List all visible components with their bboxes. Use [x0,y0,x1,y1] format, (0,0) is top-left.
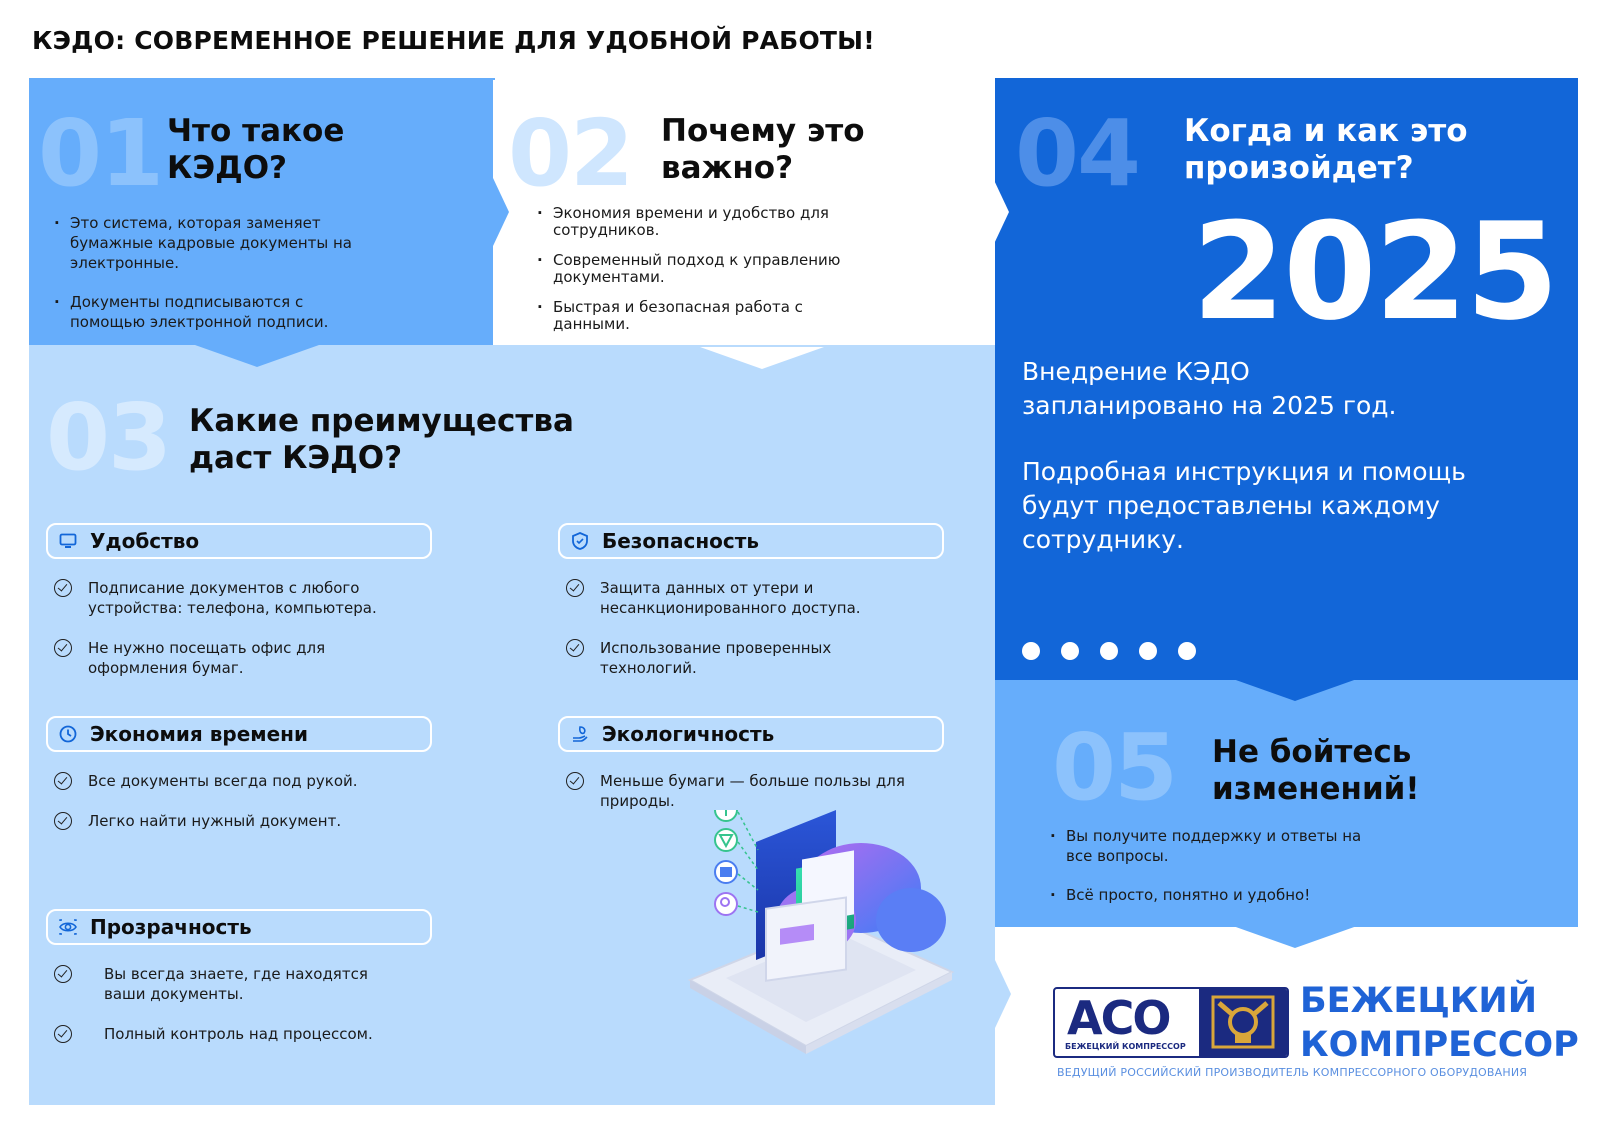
launch-year: 2025 [1192,194,1557,350]
benefit-item: Не нужно посещать офис для оформления бумаг. [54,638,404,678]
pagination-dots [1022,642,1196,660]
dot [1178,642,1196,660]
benefit-item: Подписание документов с любого устройства: телефона, компьютера. [54,578,404,618]
section-number: 02 [508,100,633,207]
check-icon [54,965,72,983]
section-title: Когда и как это произойдет? [1184,113,1468,186]
section-title: Какие преимущества даст КЭДО? [189,403,574,476]
section-number: 03 [46,384,171,491]
check-icon [54,812,72,830]
dot [1022,642,1040,660]
category-transparency: Прозрачность [46,909,432,945]
panel-arrow [493,178,509,246]
page-title: КЭДО: СОВРЕМЕННОЕ РЕШЕНИЕ ДЛЯ УДОБНОЙ РАБОТЫ! [32,26,875,55]
support-text: Подробная инструкция и помощь будут предоставлены каждому сотруднику. [1022,457,1466,554]
category-time-saving: Экономия времени [46,716,432,752]
section-number: 04 [1015,100,1140,207]
laptop-cloud-illustration [686,810,976,1080]
list-item: · Экономия времени и удобство для сотрудников. [537,205,877,239]
section-number: 01 [38,100,163,207]
benefit-item: Полный контроль над процессом. [54,1024,414,1044]
section-title: Не бойтесь изменений! [1212,734,1420,807]
category-convenience: Удобство [46,523,432,559]
check-icon [566,772,584,790]
list-item: · Это система, которая заменяет бумажные кадровые документы на электронные. [54,213,354,273]
benefit-item: Вы всегда знаете, где находятся ваши документы. [54,964,414,1004]
brand-name: БЕЖЕЦКИЙ КОМПРЕССОР [1300,981,1579,1065]
benefit-item: Все документы всегда под рукой. [54,771,404,791]
compressor-emblem-icon [1199,989,1287,1056]
benefit-item: Защита данных от утери и несанкционированного доступа. [566,578,916,618]
monitor-icon [58,531,78,551]
launch-text: Внедрение КЭДО запланировано на 2025 год. [1022,357,1397,420]
company-logo: АСО БЕЖЕЦКИЙ КОМПРЕССОР [1053,987,1289,1058]
panel-arrow [995,960,1011,1028]
check-icon [54,639,72,657]
dot [1100,642,1118,660]
shield-icon [570,531,590,551]
clock-icon [58,724,78,744]
section-why-list [537,205,877,346]
check-icon [54,1025,72,1043]
list-item: · Быстрая и безопасная работа с данными. [537,299,877,333]
dot [1061,642,1079,660]
category-ecology: Экологичность [558,716,944,752]
check-icon [566,579,584,597]
check-icon [54,772,72,790]
category-security: Безопасность [558,523,944,559]
eye-icon [58,917,78,937]
dot [1139,642,1157,660]
benefit-item: Использование проверенных технологий. [566,638,916,678]
leaf-hand-icon [570,724,590,744]
section-title: Почему это важно? [661,113,865,186]
list-item: · Современный подход к управлению документами. [537,252,877,286]
benefit-item: Меньше бумаги — больше пользы для природы. [566,771,916,811]
section-title: Что такое КЭДО? [167,113,345,186]
check-icon [54,579,72,597]
list-item: · Всё просто, понятно и удобно! [1050,885,1380,905]
panel-notch [1233,926,1357,948]
section-what-list [54,213,354,351]
panel-notch [700,347,824,369]
section-number: 05 [1052,714,1177,821]
list-item: · Вы получите поддержку и ответы на все вопросы. [1050,826,1380,866]
check-icon [566,639,584,657]
benefit-item: Легко найти нужный документ. [54,811,404,831]
list-item: · Документы подписываются с помощью электронной подписи. [54,292,354,332]
panel-notch [1233,679,1357,701]
section-fear-list [1050,826,1380,924]
brand-tagline: ВЕДУЩИЙ РОССИЙСКИЙ ПРОИЗВОДИТЕЛЬ КОМПРЕССОРНОГО ОБОРУДОВАНИЯ [1057,1066,1528,1079]
panel-arrow [993,178,1009,246]
